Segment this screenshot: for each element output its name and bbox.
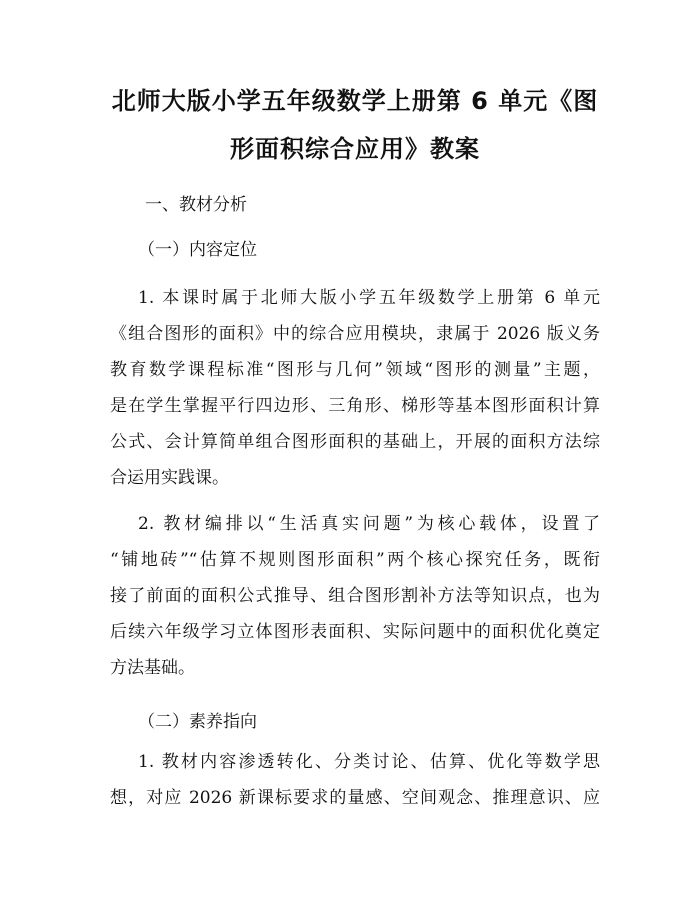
paragraph-1-line-6: 合运用实践课。 <box>110 468 229 488</box>
paragraph-1-line-4: 是在学生掌握平行四边形、三角形、梯形等基本图形面积计算 <box>110 396 600 416</box>
subsection-heading-literacy-orientation: （二）素养指向 <box>138 712 257 732</box>
paragraph-1-line-1: 1. 本课时属于北师大版小学五年级数学上册第 6 单元 <box>138 288 600 308</box>
paragraph-1-line-3: 教育数学课程标准“图形与几何”领域“图形的测量”主题， <box>110 360 600 380</box>
paragraph-3-line-2: 想，对应 2026 新课标要求的量感、空间观念、推理意识、应 <box>110 788 600 808</box>
paragraph-1-line-2: 《组合图形的面积》中的综合应用模块，隶属于 2026 版义务 <box>110 324 600 344</box>
paragraph-2-line-3: 接了前面的面积公式推导、组合图形割补方法等知识点，也为 <box>110 586 600 606</box>
paragraph-2-line-2: “铺地砖”“估算不规则图形面积”两个核心探究任务，既衔 <box>110 550 600 570</box>
subsection-heading-content-positioning: （一）内容定位 <box>138 240 257 260</box>
paragraph-2-line-4: 后续六年级学习立体图形表面积、实际问题中的面积优化奠定 <box>110 622 600 642</box>
paragraph-2-line-5: 方法基础。 <box>110 658 195 678</box>
section-heading-textbook-analysis: 一、教材分析 <box>145 195 247 215</box>
document-title-line-2: 形面积综合应用》教案 <box>230 135 480 163</box>
document-title-line-1: 北师大版小学五年级数学上册第 6 单元《图 <box>111 87 599 115</box>
paragraph-3-line-1: 1. 教材内容渗透转化、分类讨论、估算、优化等数学思 <box>138 752 600 772</box>
paragraph-1-line-5: 公式、会计算简单组合图形面积的基础上，开展的面积方法综 <box>110 432 600 452</box>
paragraph-2-line-1: 2. 教材编排以“生活真实问题”为核心载体，设置了 <box>138 514 600 534</box>
